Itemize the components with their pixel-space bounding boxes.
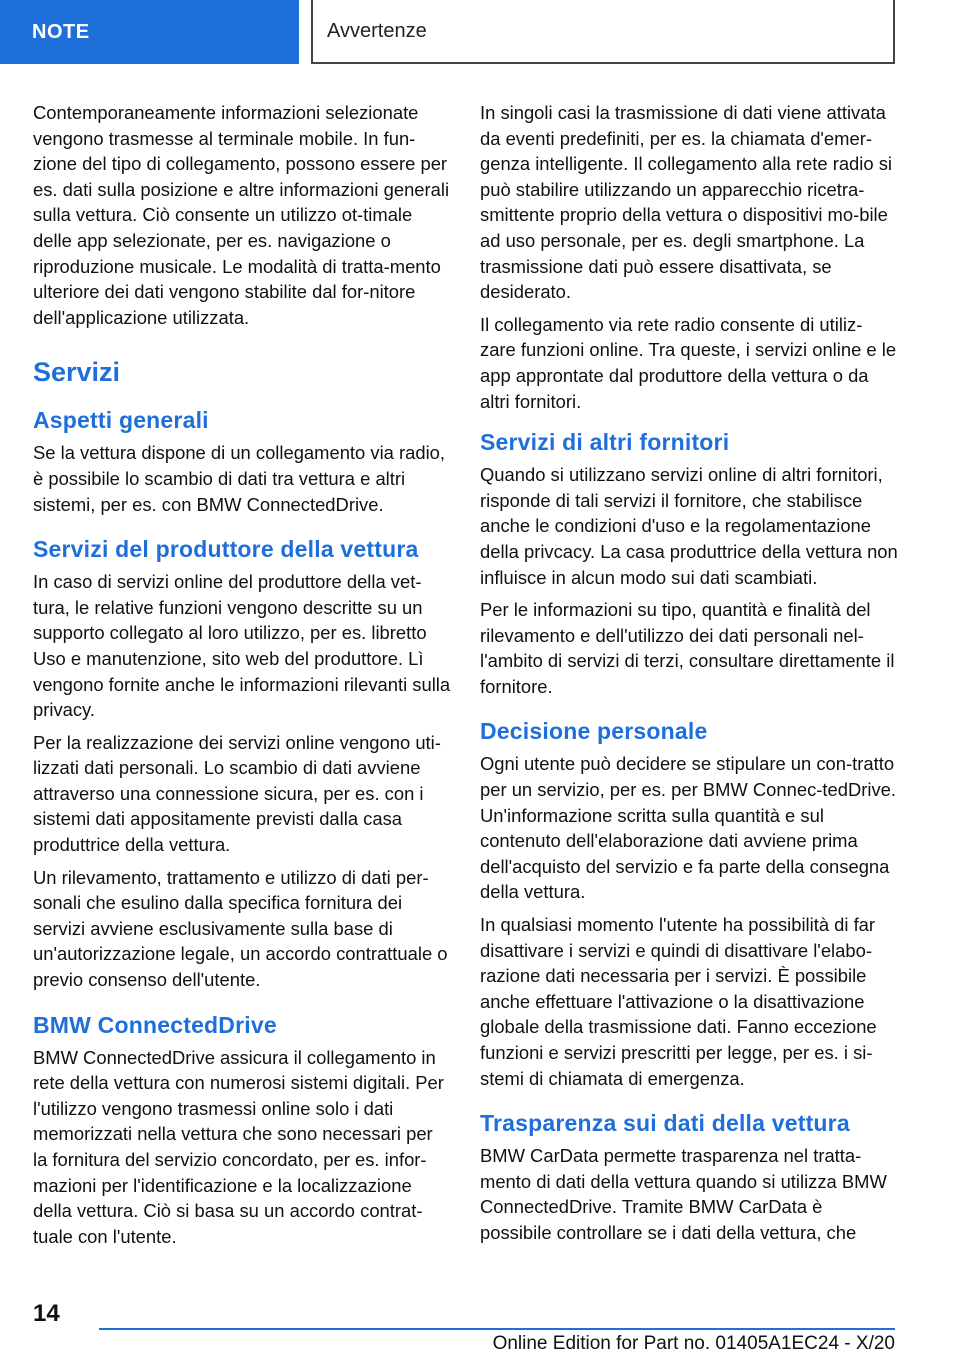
- paragraph-produttore-3: Un rilevamento, trattamento e utilizzo di dati per-sonali che esulino dalla specifica fornitura dei servizi avviene esclusivamente sulla base di un'autorizzazione legale, un accordo contrattuale o previo consenso dell'utente.: [33, 866, 448, 991]
- paragraph-right-intro-2: Il collegamento via rete radio consente di utiliz-zare funzioni online. Tra queste, i servizi online e le app approntate dal produttore della vettura o da altri fornitori.: [480, 313, 897, 412]
- right-column: [480, 100, 898, 1253]
- heading-connecteddrive: BMW ConnectedDrive: [33, 1011, 277, 1038]
- paragraph-produttore-1: In caso di servizi online del produttore della vet-tura, le relative funzioni vengono descritte su un supporto collegato al loro utilizzo, per es. libretto Uso e manutenzione, sito web del produttore. Lì vengono fornite anche le informazioni rilevanti sulla privacy.: [33, 571, 451, 721]
- page-number: 14: [33, 1300, 60, 1327]
- heading-servizi-produttore: Servizi del produttore della vettura: [33, 536, 419, 563]
- section-tab-note: NOTE: [0, 0, 299, 64]
- paragraph-decisione-1: Ogni utente può decidere se stipulare un con-tratto per un servizio, per es. per BMW Connec-tedDrive. Un'informazione scritta sulla quantità e sul contenuto dell'elaborazione dati avviene prima dell'acquisto del servizio e fa parte della consegna della vettura.: [480, 753, 896, 903]
- edition-footer: Online Edition for Part no. 01405A1EC24 - X/20: [492, 1333, 895, 1354]
- chapter-title: Avvertenze: [311, 0, 895, 64]
- paragraph-altri-1: Quando si utilizzano servizi online di altri fornitori, risponde di tali servizi il fornitore, che stabilisce anche le condizioni d'uso e la regolamentazione della privcacy. La casa produttrice della vettura non influisce in alcun modo sui dati scambiati.: [480, 464, 898, 588]
- paragraph-decisione-2: In qualsiasi momento l'utente ha possibilità di far disattivare i servizi e quindi di disattivare l'elabo-razione dati necessaria per i servizi. È possibile anche effettuare l'attivazione o la disattivazione globale della trasmissione dati. Fanno eccezione funzioni e servizi prescritti per legge, per es. i si-stemi di chiamata di emergenza.: [480, 914, 877, 1089]
- left-column: [33, 100, 451, 1256]
- paragraph-altri-2: Per le informazioni su tipo, quantità e finalità del rilevamento e dell'utilizzo dei dati personali nel-l'ambito di servizi di terzi, consultare direttamente il fornitore.: [480, 599, 895, 697]
- paragraph-trasparenza: BMW CarData permette trasparenza nel tratta-mento di dati della vettura quando si utilizza BMW ConnectedDrive. Tramite BMW CarData è possibile controllare se i dati della vettura, che: [480, 1145, 887, 1243]
- footer-divider: [99, 1328, 895, 1330]
- heading-decisione-personale: Decisione personale: [480, 718, 708, 745]
- heading-aspetti-generali: Aspetti generali: [33, 407, 209, 434]
- paragraph-connecteddrive: BMW ConnectedDrive assicura il collegamento in rete della vettura con numerosi sistemi digitali. Per l'utilizzo vengono trasmessi online solo i dati memorizzati nella vettura che sono necessari per la fornitura del servizio concordato, per es. infor-mazioni per l'identificazione e la localizzazione della vettura. Ciò si basa su un accordo contrat-tuale con l'utente.: [33, 1046, 444, 1247]
- paragraph-produttore-2: Per la realizzazione dei servizi online vengono uti-lizzati dati personali. Lo scambio di dati avviene attraverso una connessione sicura, per es. con i sistemi dati appositamente previsti dalla casa produttrice della vettura.: [33, 731, 441, 856]
- heading-altri-fornitori: Servizi di altri fornitori: [480, 429, 730, 456]
- paragraph-right-intro-1: In singoli casi la trasmissione di dati viene attivata da eventi predefiniti, per es. la chiamata d'emer-genza intelligente. Il collegamento alla rete radio si può stabilire utilizzando un apparecchio ricetra-smittente proprio della vettura o dispositivi mo-bile ad uso personale, per es. degli smartphone. La trasmissione dati può essere disattivata, se desiderato.: [480, 102, 892, 303]
- heading-servizi: Servizi: [33, 357, 121, 388]
- heading-trasparenza: Trasparenza sui dati della vettura: [480, 1110, 850, 1137]
- paragraph-aspetti: Se la vettura dispone di un collegamento via radio, è possibile lo scambio di dati tra vettura e altri sistemi, per es. con BMW ConnectedDrive.: [33, 442, 446, 515]
- paragraph-intro: Contemporaneamente informazioni selezionate vengono trasmesse al terminale mobile. In fun-zione del tipo di collegamento, possono essere per es. dati sulla posizione e altre informazioni generali sulla vettura. Ciò consente un utilizzo ot-timale delle app selezionate, per es. navigazione o riproduzione musicale. Le modalità di tratta-mento ulteriore dei dati vengono stabilite dal for-nitore dell'applicazione utilizzata.: [33, 102, 450, 328]
